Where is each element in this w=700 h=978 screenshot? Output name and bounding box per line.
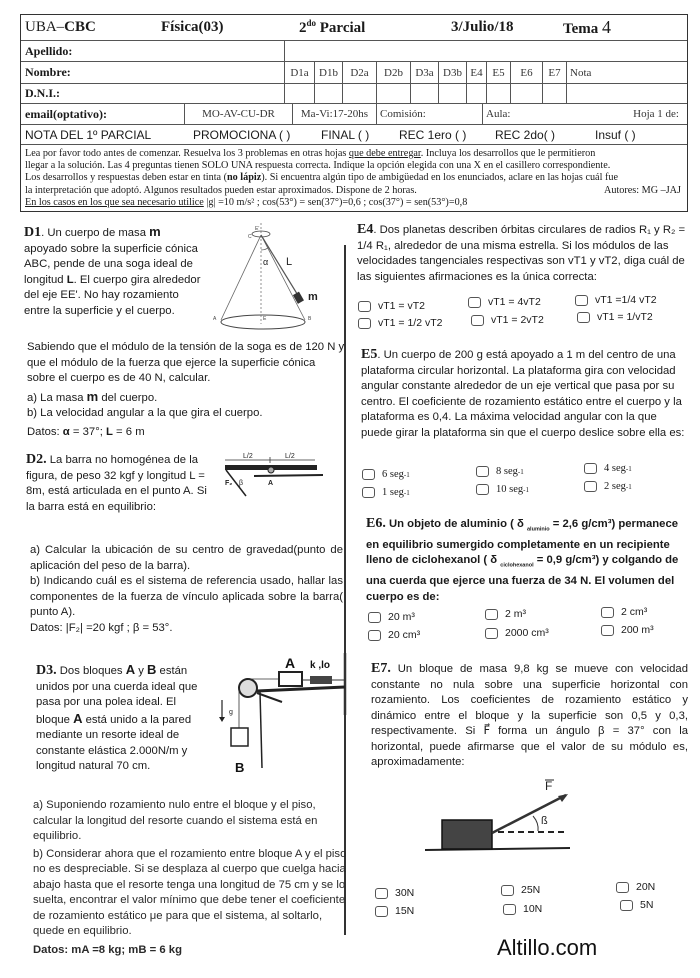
option[interactable] (601, 606, 647, 618)
instructions-line-5 (25, 197, 683, 209)
nota-parcial-row (21, 125, 687, 145)
problem-d1-body (27, 340, 345, 440)
block-a (279, 672, 302, 686)
problem-d1-intro (24, 224, 202, 319)
checkbox[interactable] (368, 612, 381, 623)
option-label: 20 m³ (388, 611, 415, 623)
checkbox[interactable] (476, 466, 489, 477)
unit-exponent: -1 (403, 488, 410, 497)
grade-cell[interactable] (342, 84, 376, 103)
checkbox[interactable] (584, 481, 597, 492)
option[interactable] (476, 466, 524, 477)
option-label: vT1 = 1/2 vT2 (378, 317, 443, 329)
text: = 2,6 g/cm³) permanece en equilibrio sumergido completamente en un recipiente lleno de ciclohexanol ( δ (366, 518, 679, 567)
tema-label: Tema (563, 21, 599, 37)
label-beta: β (239, 480, 244, 487)
checkbox[interactable] (584, 463, 597, 474)
institution-name: CBC (64, 19, 96, 35)
option-label: 5N (640, 899, 654, 911)
problem-d2-body (30, 543, 343, 636)
instr-underline: que debe entregar (348, 148, 421, 159)
option-label: vT1 = 2vT2 (491, 314, 544, 326)
label-beta: ß (541, 815, 548, 827)
beta-arc (533, 816, 538, 831)
exam-sup: do (306, 18, 317, 28)
option[interactable] (362, 487, 410, 498)
sedes: MO-AV-CU-DR (184, 104, 292, 124)
text: . Un cuerpo de masa (41, 227, 150, 239)
problem-number: D1 (24, 225, 42, 240)
option-label: 15N (395, 905, 415, 917)
institution-prefix: UBA– (25, 19, 65, 35)
option[interactable] (375, 905, 414, 917)
grade-col-header: Nota (566, 62, 687, 83)
option-label: 2 m³ (505, 608, 526, 620)
apellido-label: Apellido: (25, 43, 73, 58)
support-floor (254, 475, 323, 476)
d2-part-b: b) Indicando cuál es el sistema de referencia usado, hallar las componentes de la fuerza de vínculo aplicada sobre la barra( punto A). (30, 575, 343, 618)
question-number: E4 (357, 222, 374, 237)
problem-number: D3. (36, 663, 57, 678)
option-label: 2 cm³ (621, 606, 648, 618)
checkbox[interactable] (501, 885, 514, 896)
pivot-a (268, 467, 274, 473)
question-number: E5 (361, 347, 378, 362)
option[interactable] (471, 314, 544, 326)
force-arrowhead (558, 794, 568, 802)
text: . Dos planetas describen órbitas circulares de radios R₁ y R₂ = 1/4 R₁, alrededor de una misma estrella. Si los módulos de las velocidades tangenciales respectivas son vT1 y vT2, diga cuál de las siguientes afirmaciones es la única correcta: (357, 224, 686, 283)
text: = 6 m (112, 425, 145, 438)
text: está unido a la pared mediante un resorte ideal de constante elástica 2.000N/m y longitud natural 70 cm. (36, 713, 192, 772)
text: a) La masa (27, 391, 87, 404)
option[interactable] (575, 294, 657, 306)
option[interactable] (362, 469, 410, 480)
exam-label: Parcial (316, 20, 366, 36)
unit-exponent: -1 (625, 482, 632, 491)
option[interactable] (358, 300, 425, 312)
cone-diagram (200, 220, 340, 330)
label-e: E (263, 316, 267, 322)
instr-underline: En los casos en los que sea necesario utilice (25, 196, 204, 208)
option[interactable] (476, 484, 529, 495)
cone-edge-left (221, 235, 261, 320)
instr-text: Lea por favor todo antes de comenzar. Resuelva los 3 problemas en otras hojas (25, 148, 349, 159)
var-m: m (86, 388, 99, 404)
var-A: A (125, 662, 136, 677)
label-g: g (229, 709, 233, 716)
option[interactable] (501, 884, 540, 896)
exam-title (299, 18, 365, 37)
d3-datos: Datos: mA =8 kg; mB = 6 kg (33, 943, 182, 956)
text: del cuerpo. (98, 391, 158, 404)
option-label: 1 seg (382, 487, 404, 498)
option-label: 6 seg (382, 469, 404, 480)
nota-cell[interactable] (566, 84, 687, 103)
checkbox[interactable] (368, 630, 381, 641)
grade-col-header: E6 (510, 62, 542, 83)
checkbox[interactable] (358, 318, 371, 329)
var-alpha: α (62, 425, 70, 438)
checkbox[interactable] (577, 312, 590, 323)
label-b: B (235, 760, 245, 775)
grade-cell[interactable] (376, 84, 410, 103)
grade-col-header: E4 (466, 62, 486, 83)
var-A: A (73, 710, 83, 726)
d1-part-b: b) La velocidad angular a la que gira el cuerpo. (27, 407, 263, 419)
option[interactable] (375, 887, 414, 899)
grade-cell[interactable] (510, 84, 542, 103)
checkbox[interactable] (375, 906, 388, 917)
grade-col-header: D3a (410, 62, 438, 83)
instr-bold: no lápiz (227, 172, 262, 184)
checkbox[interactable] (471, 315, 484, 326)
problem-d3-intro (36, 662, 204, 775)
instructions-line-4 (25, 185, 683, 197)
text: y (135, 665, 148, 677)
var-m: m (149, 224, 161, 239)
option-label: 4 seg (604, 463, 626, 474)
table-leg (260, 692, 262, 768)
grade-cell[interactable] (284, 84, 314, 103)
label-f: F (545, 779, 553, 793)
question-e4 (357, 222, 687, 285)
bar-diagram (215, 452, 330, 507)
label-e-prime: E' (255, 226, 260, 232)
grade-col-header: E5 (486, 62, 510, 83)
var-B: B (147, 662, 157, 677)
checkbox[interactable] (601, 625, 614, 636)
checkbox[interactable] (485, 609, 498, 620)
option-label: 10N (523, 903, 543, 915)
grade-cell[interactable] (486, 84, 510, 103)
text: Datos: (27, 425, 63, 438)
option[interactable] (620, 899, 653, 911)
problem-number: D2. (26, 452, 47, 467)
pulley (239, 679, 257, 697)
option-label: 30N (395, 887, 415, 899)
text: = 37°; (69, 425, 106, 438)
checkbox[interactable] (503, 904, 516, 915)
option-label: 20 cm³ (388, 629, 421, 641)
grade-col-header: D3b (438, 62, 466, 83)
option[interactable] (584, 481, 632, 492)
force-diagram (420, 778, 620, 853)
unit-exponent: -1 (523, 485, 529, 494)
option[interactable] (584, 463, 632, 474)
var-L: L (106, 425, 113, 438)
label-L: L (286, 256, 293, 268)
instructions-line-2: llegar a la solución. Las 4 preguntas tienen SOLO UNA respuesta correcta. Indique la opción elegida con una X en el casillero correspondiente. (25, 160, 611, 172)
grade-col-header: D1b (314, 62, 342, 83)
nota-option-rec1[interactable]: REC 1ero ( ) (399, 127, 467, 142)
problem-d3-body (33, 798, 348, 958)
grade-cell[interactable] (314, 84, 342, 103)
unit-exponent: -1 (517, 467, 524, 476)
d2-datos: Datos: |F₂| =20 kgf ; β = 53°. (30, 621, 173, 634)
option-label: vT1 =1/4 vT2 (595, 294, 657, 306)
table-surface (257, 687, 345, 691)
nota-option-insuf[interactable]: Insuf ( ) (595, 127, 636, 142)
d3-part-a: a) Suponiendo rozamiento nulo entre el bloque y el piso, calcular la longitud del resorte cuando el sistema está en equilibrio. (33, 799, 318, 842)
authors: Autores: MG –JAJ (604, 184, 681, 196)
option-label: vT1 = vT2 (378, 300, 425, 312)
grade-cell[interactable] (438, 84, 466, 103)
checkbox[interactable] (375, 888, 388, 899)
d1-part-a (27, 389, 345, 407)
institution (25, 19, 96, 36)
option-label: 8 seg (496, 466, 518, 477)
apellido-field[interactable] (284, 41, 687, 61)
text: . El cuerpo gira alrededor del eje EE'. No hay rozamiento entre la superficie y el cuerpo. (24, 273, 201, 317)
text: La barra no homogénea de la figura, de peso 32 kgf y longitud L = 8m, está articulada en el punto A. Si la barra está en equilibrio: (26, 454, 207, 513)
checkbox[interactable] (620, 900, 633, 911)
checkbox[interactable] (575, 295, 588, 306)
grade-col-header: E7 (542, 62, 566, 83)
label-f2: F₂ (225, 480, 233, 487)
nombre-row (21, 62, 687, 84)
hoja-field[interactable]: Hoja 1 de: (633, 108, 679, 120)
nota-option-rec2[interactable]: REC 2do( ) (495, 127, 556, 142)
label-a: A (285, 655, 296, 671)
dni-label: D.N.I.: (25, 86, 60, 100)
subject: Física(03) (161, 19, 224, 35)
spring (310, 676, 332, 684)
text: apoyado sobre la superficie cónica ABC, pende de una soga ideal de longitud (24, 242, 198, 286)
option[interactable] (358, 317, 443, 329)
question-e7 (371, 661, 688, 771)
instr-text: . Incluya los desarrollos que le permitieron (420, 148, 596, 159)
dni-row (21, 84, 687, 104)
exam-number: 2 (299, 20, 307, 36)
var-L: L (66, 273, 74, 286)
option-label: 200 m³ (621, 624, 654, 636)
subscript-ciclohexanol: ciclohexanol (500, 562, 534, 569)
grade-col-header: D2a (342, 62, 376, 83)
horario: Ma-Vi:17-20hs (292, 104, 376, 124)
label-c: C (248, 234, 252, 240)
unit-exponent: -1 (625, 464, 632, 473)
text: Un objeto de aluminio ( δ (385, 518, 527, 530)
exam-date: 3/Julio/18 (451, 19, 514, 35)
label-a: A (213, 316, 217, 322)
tema-number: 4 (602, 17, 612, 37)
brand-watermark: Altillo.com (497, 935, 598, 960)
nota-parcial-label: NOTA DEL 1º PARCIAL (25, 127, 152, 142)
checkbox[interactable] (616, 882, 629, 893)
text: Un bloque de masa 9,8 kg se mueve con velocidad constante no nula sobre una superficie horizontal con rozamiento. Los coeficientes de rozamiento estático y dinámico entre el bloque y la superficie son 0,5 y 0,3, respectivamente. Si F⃗ forma un ángulo β = 37° con la horizontal, puede afirmarse que el valor de su módulo es, aproximadamente: (371, 663, 688, 768)
question-number: E6. (366, 516, 386, 531)
instructions-line-3 (25, 172, 683, 184)
text: . Un cuerpo de 200 g está apoyado a 1 m del centro de una plataforma circular horizontal. La plataforma gira con velocidad angular constante alrededor de un eje vertical que pasa por su centro. El coeficiente de rozamiento estático entre el cuerpo y la plataforma es 0,4. La máxima velocidad angular con la que puede girar la plataforma sin que el cuerpo deslice sobre ella es: (361, 349, 685, 439)
option-label: vT1 = 4vT2 (488, 296, 541, 308)
grade-cell[interactable] (542, 84, 566, 103)
label-half2: L/2 (285, 453, 295, 460)
option[interactable] (368, 629, 420, 641)
option[interactable] (503, 903, 542, 915)
d1-statement: Sabiendo que el módulo de la tensión de la soga es de 120 N y que el módulo de la fuerza que ejerce la superficie cónica sobre el cuerpo es de 40 N, calcular. (27, 341, 345, 384)
option[interactable] (616, 881, 655, 893)
option-label: 25N (521, 884, 541, 896)
tema (563, 17, 611, 38)
exam-header (20, 14, 688, 212)
checkbox[interactable] (468, 297, 481, 308)
block-b (231, 728, 248, 746)
question-number: E7. (371, 661, 391, 676)
option[interactable] (577, 311, 653, 323)
gravity-arrowhead (219, 717, 225, 722)
pulley-diagram (200, 650, 350, 780)
text: = 0,9 g/cm³) y colgando de una cuerda que ejerce una fuerza de 34 N. El volumen del cuerpo es de: (366, 554, 679, 603)
checkbox[interactable] (485, 628, 498, 639)
block (442, 820, 492, 849)
grade-col-header: D1a (284, 62, 314, 83)
label-half1: L/2 (243, 453, 253, 460)
text: están unidos por una cuerda ideal que pasa por una polea ideal. El bloque (36, 665, 198, 726)
checkbox[interactable] (358, 301, 371, 312)
option-label: 10 seg (496, 484, 524, 495)
header-title-row (21, 15, 687, 41)
option[interactable] (468, 296, 541, 308)
d1-datos (27, 425, 345, 441)
subscript-aluminio: aluminio (527, 526, 550, 533)
label-a: A (268, 480, 274, 487)
nombre-label: Nombre: (25, 65, 71, 79)
checkbox[interactable] (362, 487, 375, 498)
problem-d2-intro (26, 452, 214, 515)
option[interactable] (368, 611, 415, 623)
label-k: k ,lo (310, 660, 331, 671)
option-label: 2000 cm³ (505, 627, 549, 639)
aula-field[interactable]: Aula: (482, 104, 548, 124)
email-label: email(optativo): (25, 106, 107, 121)
nota-option-final[interactable]: FINAL ( ) (321, 127, 370, 142)
grade-cell[interactable] (410, 84, 438, 103)
option[interactable] (485, 627, 549, 639)
d3-part-b: b) Considerar ahora que el rozamiento entre bloque A y el piso no es despreciable. Si se desplaza al cuerpo que cuelga hacia abajo hasta que el resorte tenga una longitud de 75 cm y se lo suelta, encontrar el valor mínimo que debe tener el coeficiente de rozamiento estático μe para que el sistema, al soltarlo, quede en equilibrio. (33, 847, 347, 937)
grade-cell[interactable] (466, 84, 486, 103)
checkbox[interactable] (476, 484, 489, 495)
comision-field[interactable]: Comisión: (376, 104, 482, 124)
checkbox[interactable] (362, 469, 375, 480)
question-e5 (361, 347, 687, 441)
instr-text: ). Si encuentra algún tipo de ambigüedad en los enunciados, aclare en las hojas cuál fue (261, 172, 618, 184)
question-e6 (366, 516, 688, 605)
force-vector (492, 795, 566, 833)
checkbox[interactable] (601, 607, 614, 618)
text: Dos bloques (56, 665, 126, 677)
option[interactable] (485, 608, 526, 620)
option-label: vT1 = 1/vT2 (597, 311, 653, 323)
option-label: 2 seg (604, 481, 626, 492)
label-m: m (308, 291, 318, 303)
instr-text: la interpretación que adoptó. Algunos resultados pueden estar aproximados. Dispone de 2 horas. (25, 184, 417, 196)
nota-option-promociona[interactable]: PROMOCIONA ( ) (193, 127, 291, 142)
label-alpha: α (263, 257, 269, 267)
instructions-line-1 (25, 148, 683, 160)
option[interactable] (601, 624, 654, 636)
unit-exponent: -1 (403, 470, 410, 479)
d2-part-a: a) Calcular la ubicación de su centro de gravedad(punto de aplicación del peso de la barra). (30, 544, 343, 572)
apellido-row (21, 41, 687, 62)
instructions (21, 145, 687, 211)
instr-text: Los desarrollos y respuestas deben estar en tinta ( (25, 172, 227, 184)
email-row (21, 104, 687, 125)
constants: |g| =10 m/s² ; cos(53°) = sen(37°)=0,6 ; cos(37°) = sen(53°)=0,8 (203, 196, 468, 208)
mass-block (293, 292, 304, 304)
label-b: B (308, 316, 312, 322)
option-label: 20N (636, 881, 656, 893)
grade-col-header: D2b (376, 62, 410, 83)
